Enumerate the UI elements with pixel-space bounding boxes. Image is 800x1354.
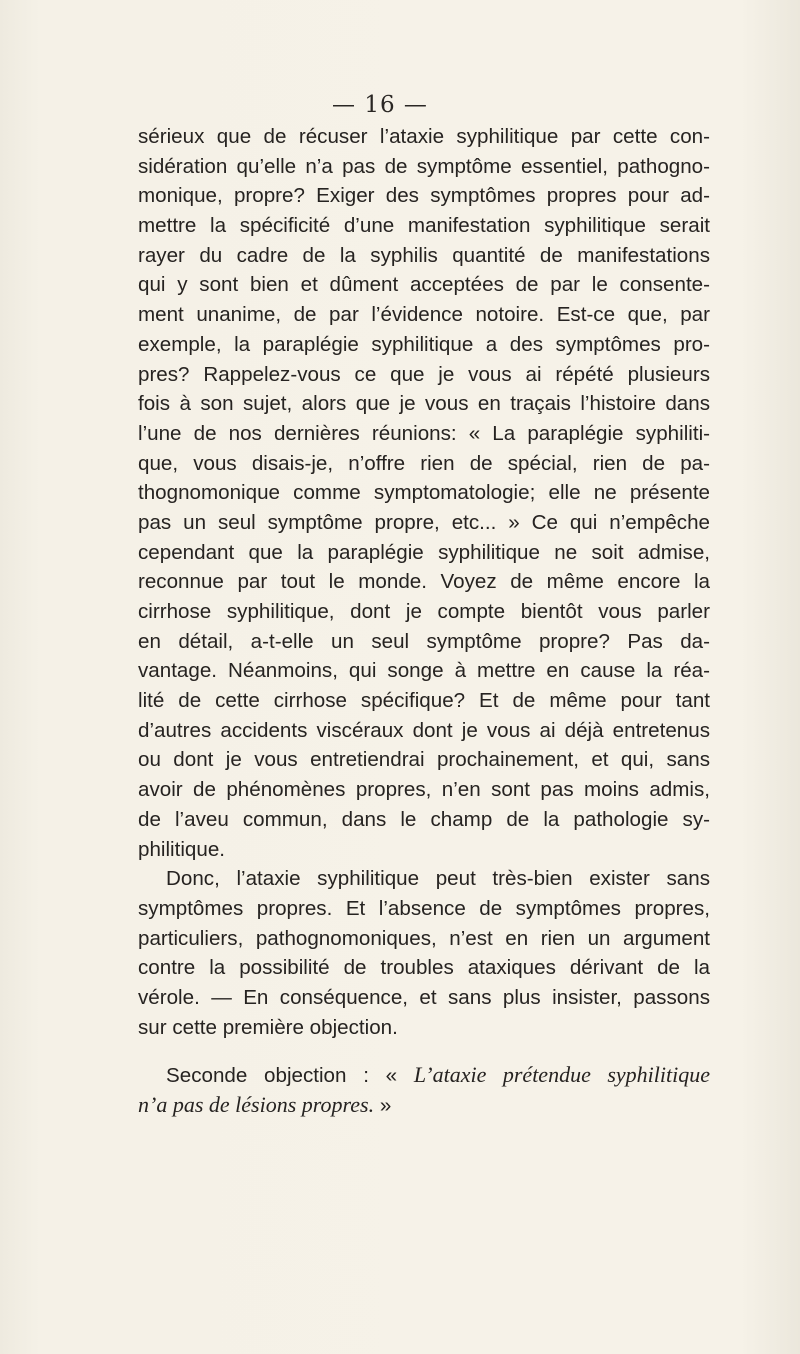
text-line: ou dont je vous entretiendrai prochainement, et qui, sans <box>138 748 710 772</box>
objection-quote-start: L’ataxie prétendue syphilitique <box>413 1062 711 1088</box>
text-line: l’une de nos dernières réunions: « La paraplégie syphiliti- <box>138 421 710 445</box>
body-text <box>138 122 710 1120</box>
text-line: pas un seul symptôme propre, etc... » Ce qui n’empêche <box>138 510 710 534</box>
text-line: sérieux que de récuser l’ataxie syphilitique par cette con- <box>138 125 710 148</box>
text-line: exemple, la paraplégie syphilitique a des symptômes pro- <box>138 332 710 356</box>
text-line: sidération qu’elle n’a pas de symptôme essentiel, pathogno- <box>138 154 710 178</box>
text-line: symptômes propres. Et l’absence de symptômes propres, <box>138 896 710 920</box>
text-line: thognomonique comme symptomatologie; elle ne présente <box>138 481 710 505</box>
text-line: reconnue par tout le monde. Voyez de même encore la <box>138 570 710 594</box>
paragraph-2 <box>138 864 710 1042</box>
text-line <box>138 1060 710 1090</box>
text-line: avoir de phénomènes propres, n’en sont pas moins admis, <box>138 778 710 802</box>
text-line <box>138 1090 710 1120</box>
text-line: sur cette première objection. <box>138 1015 398 1039</box>
text-line: fois à son sujet, alors que je vous en traçais l’histoire dans <box>138 392 710 416</box>
paragraph-3 <box>138 1060 710 1119</box>
text-line: cependant que la paraplégie syphilitique ne soit admise, <box>138 540 710 564</box>
text-line: que, vous disais-je, n’offre rien de spécial, rien de pa- <box>138 451 710 475</box>
text-line: philitique. <box>138 837 226 861</box>
text-line: contre la possibilité de troubles ataxiques dérivant de la <box>138 956 710 980</box>
text-line: monique, propre? Exiger des symptômes propres pour ad- <box>138 184 710 208</box>
paragraph-gap <box>138 1042 710 1060</box>
objection-intro: Seconde objection : « <box>166 1064 414 1088</box>
closing-guillemet: » <box>374 1094 392 1117</box>
text-line: pres? Rappelez-vous ce que je vous ai répété plusieurs <box>138 362 710 386</box>
text-line: rayer du cadre de la syphilis quantité de manifestations <box>138 243 710 267</box>
text-line: vantage. Néanmoins, qui songe à mettre en cause la réa- <box>138 659 710 683</box>
text-line: Donc, l’ataxie syphilitique peut très-bien exister sans <box>166 867 710 891</box>
page-number: — 16 — <box>332 92 428 118</box>
text-line: particuliers, pathognomoniques, n’est en rien un argument <box>138 926 710 950</box>
text-line: lité de cette cirrhose spécifique? Et de même pour tant <box>138 689 710 713</box>
text-line: vérole. — En conséquence, et sans plus insister, passons <box>138 985 710 1009</box>
objection-quote-end: n’a pas de lésions propres. <box>138 1092 375 1117</box>
text-line: mettre la spécificité d’une manifestation syphilitique serait <box>138 214 710 238</box>
text-line: ment unanime, de par l’évidence notoire. Est-ce que, par <box>138 303 710 327</box>
text-line: cirrhose syphilitique, dont je compte bientôt vous parler <box>138 600 710 623</box>
text-line: en détail, a-t-elle un seul symptôme propre? Pas da- <box>138 629 710 653</box>
text-line: qui y sont bien et dûment acceptées de par le consente- <box>138 273 710 297</box>
paragraph-1 <box>138 122 710 864</box>
text-line: d’autres accidents viscéraux dont je vous ai déjà entretenus <box>138 718 710 742</box>
text-line: de l’aveu commun, dans le champ de la pathologie sy- <box>138 807 710 831</box>
